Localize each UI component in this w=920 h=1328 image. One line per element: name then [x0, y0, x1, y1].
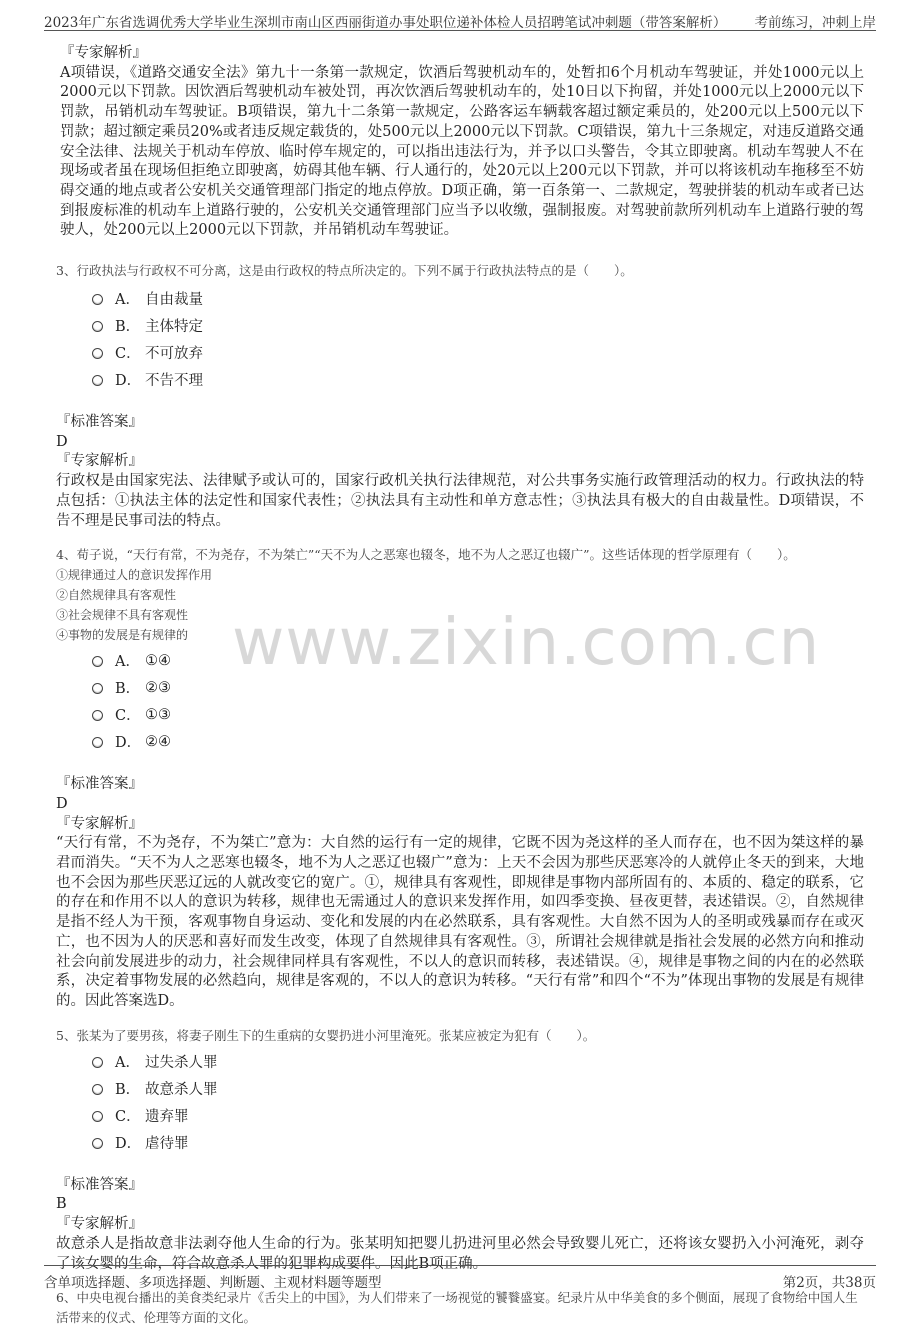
- option-letter: B．: [115, 681, 141, 698]
- radio-icon[interactable]: [92, 1084, 103, 1095]
- option-letter: B．: [115, 319, 141, 336]
- page-footer: [44, 1265, 876, 1290]
- option-letter: A．: [115, 292, 140, 309]
- statement-3: ③社会规律不具有客观性: [56, 608, 189, 623]
- expert-analysis-tag: 『专家解析』: [56, 815, 143, 832]
- option-b[interactable]: [92, 1075, 864, 1102]
- radio-icon[interactable]: [92, 375, 103, 386]
- option-letter: D．: [115, 735, 142, 752]
- option-b[interactable]: [92, 312, 864, 339]
- option-text: 自由裁量: [145, 292, 203, 309]
- radio-icon[interactable]: [92, 294, 103, 305]
- page-content: [56, 44, 864, 1328]
- option-letter: C．: [115, 346, 141, 363]
- option-text: ①④: [145, 652, 171, 669]
- option-c[interactable]: [92, 701, 864, 728]
- document-title: 2023年广东省选调优秀大学毕业生深圳市南山区西丽街道办事处职位递补体检人员招聘笔试冲刺题（带答案解析）: [44, 15, 727, 31]
- option-text: 主体特定: [145, 319, 203, 336]
- question-text: 4、荀子说，“天行有常，不为尧存，不为桀亡”“天不为人之恶寒也辍冬，地不为人之恶辽也辍广”。这些话体现的哲学原理有（ ）。: [56, 547, 796, 563]
- statement-2: ②自然规律具有客观性: [56, 588, 177, 603]
- option-c[interactable]: [92, 1102, 864, 1129]
- option-text: 过失杀人罪: [145, 1054, 218, 1071]
- option-text: ②③: [145, 679, 171, 696]
- question-text: 3、行政执法与行政权不可分离，这是由行政权的特点所决定的。下列不属于行政执法特点的是（ ）。: [56, 263, 633, 279]
- footer-question-types: 含单项选择题、多项选择题、判断题、主观材料题等题型: [44, 1275, 382, 1291]
- standard-answer-tag: 『标准答案』: [56, 414, 143, 431]
- standard-answer-tag: 『标准答案』: [56, 1176, 143, 1193]
- expert-analysis-tag: 『专家解析』: [56, 453, 143, 470]
- option-b[interactable]: [92, 674, 864, 701]
- expert-analysis-text: “天行有常，不为尧存，不为桀亡”意为：大自然的运行有一定的规律，它既不因为尧这样的圣人而存在，也不因为桀这样的暴君而消失。“天不为人之恶寒也辍冬，地不为人之恶辽也辍广”意为：上天不会因为那些厌恶寒冷的人就停止冬天的到来，大地也不会因为那些厌恶辽远的人就改变它的宽广。①，规律具有客观性，即规律是事物内部所固有的、本质的、稳定的联系，它的存在和作用不以人的意识为转移，规律也无需通过人的意识来发挥作用，如四季变换、昼夜更替，表述错误。②，自然规律是指不经人为干预，客观事物自身运动、变化和发展的内在必然联系，具有客观性。大自然不因为人的圣明或残暴而存在或灭亡，也不因为人的厌恶和喜好而发生改变，体现了自然规律具有客观性。③，所谓社会规律就是指社会发展的必然方向和推动社会向前发展进步的动力，社会规律同样具有客观性，不以人的意识而转移，表述错误。④，规律是事物之间的内在的必然联系，决定着事物发展的必然趋向，规律是客观的，不以人的意识为转移。“天行有常”和四个“不为”体现出事物的发展是有规律的。因此答案选D。: [56, 835, 864, 1009]
- question-6: [56, 1288, 864, 1328]
- expert-analysis-tag: 『专家解析』: [56, 1216, 143, 1233]
- option-c[interactable]: [92, 339, 864, 366]
- option-text: 虐待罪: [145, 1135, 189, 1152]
- option-a[interactable]: [92, 285, 864, 312]
- option-letter: B．: [115, 1081, 141, 1098]
- option-a[interactable]: [92, 1048, 864, 1075]
- option-letter: A．: [115, 654, 140, 671]
- radio-icon[interactable]: [92, 737, 103, 748]
- radio-icon[interactable]: [92, 1057, 103, 1068]
- answer-section: [56, 775, 864, 1011]
- question-3: [56, 261, 864, 531]
- radio-icon[interactable]: [92, 1138, 103, 1149]
- standard-answer: B: [56, 1196, 67, 1213]
- expert-analysis-text: A项错误，《道路交通安全法》第九十一条第一款规定，饮酒后驾驶机动车的，处暂扣6个月机动车驾驶证，并处1000元以上2000元以下罚款。因饮酒后驾驶机动车被处罚，再次饮酒后驾驶机动车的，处10日以下拘留，并处1000元以上2000元以下罚款，吊销机动车驾驶证。B项错误，第九十二条第一款规定，公路客运车辆载客超过额定乘员的，处200元以上500元以下罚款；超过额定乘员20%或者违反规定载货的，处500元以上2000元以下罚款。C项错误，第九十三条规定，对违反道路交通安全法律、法规关于机动车停放、临时停车规定的，可以指出违法行为，并予以口头警告，令其立即驶离。机动车驾驶人不在现场或者虽在现场但拒绝立即驶离，妨碍其他车辆、行人通行的，处20元以上200元以下罚款，并可以将该机动车拖移至不妨碍交通的地点或者公安机关交通管理部门指定的地点停放。D项正确，第一百条第一、二款规定，驾驶拼装的机动车或者已达到报废标准的机动车上道路行驶的，公安机关交通管理部门应当予以收缴，强制报废。对驾驶前款所列机动车上道路行驶的驾驶人，处200元以上2000元以下罚款，并吊销机动车驾驶证。: [60, 64, 864, 239]
- option-text: ①③: [145, 706, 171, 723]
- option-d[interactable]: [92, 366, 864, 393]
- radio-icon[interactable]: [92, 1111, 103, 1122]
- option-list: [92, 1048, 864, 1156]
- answer-section: [56, 1176, 864, 1275]
- option-list: [92, 285, 864, 393]
- answer-section: [56, 413, 864, 531]
- q2-expert-section: [60, 44, 864, 241]
- option-a[interactable]: [92, 647, 864, 674]
- standard-answer: D: [56, 795, 68, 812]
- standard-answer: D: [56, 433, 68, 450]
- option-letter: D．: [115, 373, 142, 390]
- page-header: [44, 8, 876, 31]
- option-letter: A．: [115, 1054, 140, 1071]
- radio-icon[interactable]: [92, 348, 103, 359]
- standard-answer-tag: 『标准答案』: [56, 776, 143, 793]
- option-d[interactable]: [92, 728, 864, 755]
- option-text: 故意杀人罪: [145, 1081, 218, 1098]
- statement-4: ④事物的发展是有规律的: [56, 628, 189, 643]
- option-text: 遗弃罪: [145, 1108, 189, 1125]
- option-letter: C．: [115, 1108, 141, 1125]
- option-text: ②④: [145, 733, 171, 750]
- page-number: 第2页，共38页: [782, 1275, 876, 1291]
- question-text: 5、张某为了要男孩，将妻子刚生下的生重病的女婴扔进小河里淹死。张某应被定为犯有（ ）。: [56, 1027, 596, 1043]
- header-slogan: 考前练习，冲刺上岸: [754, 15, 876, 31]
- radio-icon[interactable]: [92, 321, 103, 332]
- option-text: 不告不理: [145, 373, 203, 390]
- expert-analysis-text: 行政权是由国家宪法、法律赋予或认可的，国家行政机关执行法律规范，对公共事务实施行政管理活动的权力。行政执法的特点包括：①执法主体的法定性和国家代表性；②执法具有主动性和单方意志性；③执法具有极大的自由裁量性。D项错误，不告不理是民事司法的特点。: [56, 473, 864, 529]
- question-4: [56, 545, 864, 1011]
- radio-icon[interactable]: [92, 656, 103, 667]
- option-d[interactable]: [92, 1129, 864, 1156]
- statement-1: ①规律通过人的意识发挥作用: [56, 568, 213, 583]
- question-5: [56, 1026, 864, 1275]
- watermark: www.zixin.com.cn: [232, 606, 821, 680]
- option-letter: D．: [115, 1135, 142, 1152]
- radio-icon[interactable]: [92, 683, 103, 694]
- radio-icon[interactable]: [92, 710, 103, 721]
- expert-analysis-tag: 『专家解析』: [60, 45, 147, 61]
- option-list: [92, 647, 864, 755]
- option-text: 不可放弃: [145, 346, 203, 363]
- option-letter: C．: [115, 708, 141, 725]
- question-text: 6、中央电视台播出的美食类纪录片《舌尖上的中国》，为人们带来了一场视觉的饕餮盛宴。纪录片从中华美食的多个侧面，展现了食物给中国人生活带来的仪式、伦理等方面的文化。: [56, 1290, 858, 1326]
- expert-analysis-text: 故意杀人是指故意非法剥夺他人生命的行为。张某明知把婴儿扔进河里必然会导致婴儿死亡，还将该女婴扔入小河淹死，剥夺了该女婴的生命，符合故意杀人罪的犯罪构成要件。因此B项正确。: [56, 1235, 864, 1272]
